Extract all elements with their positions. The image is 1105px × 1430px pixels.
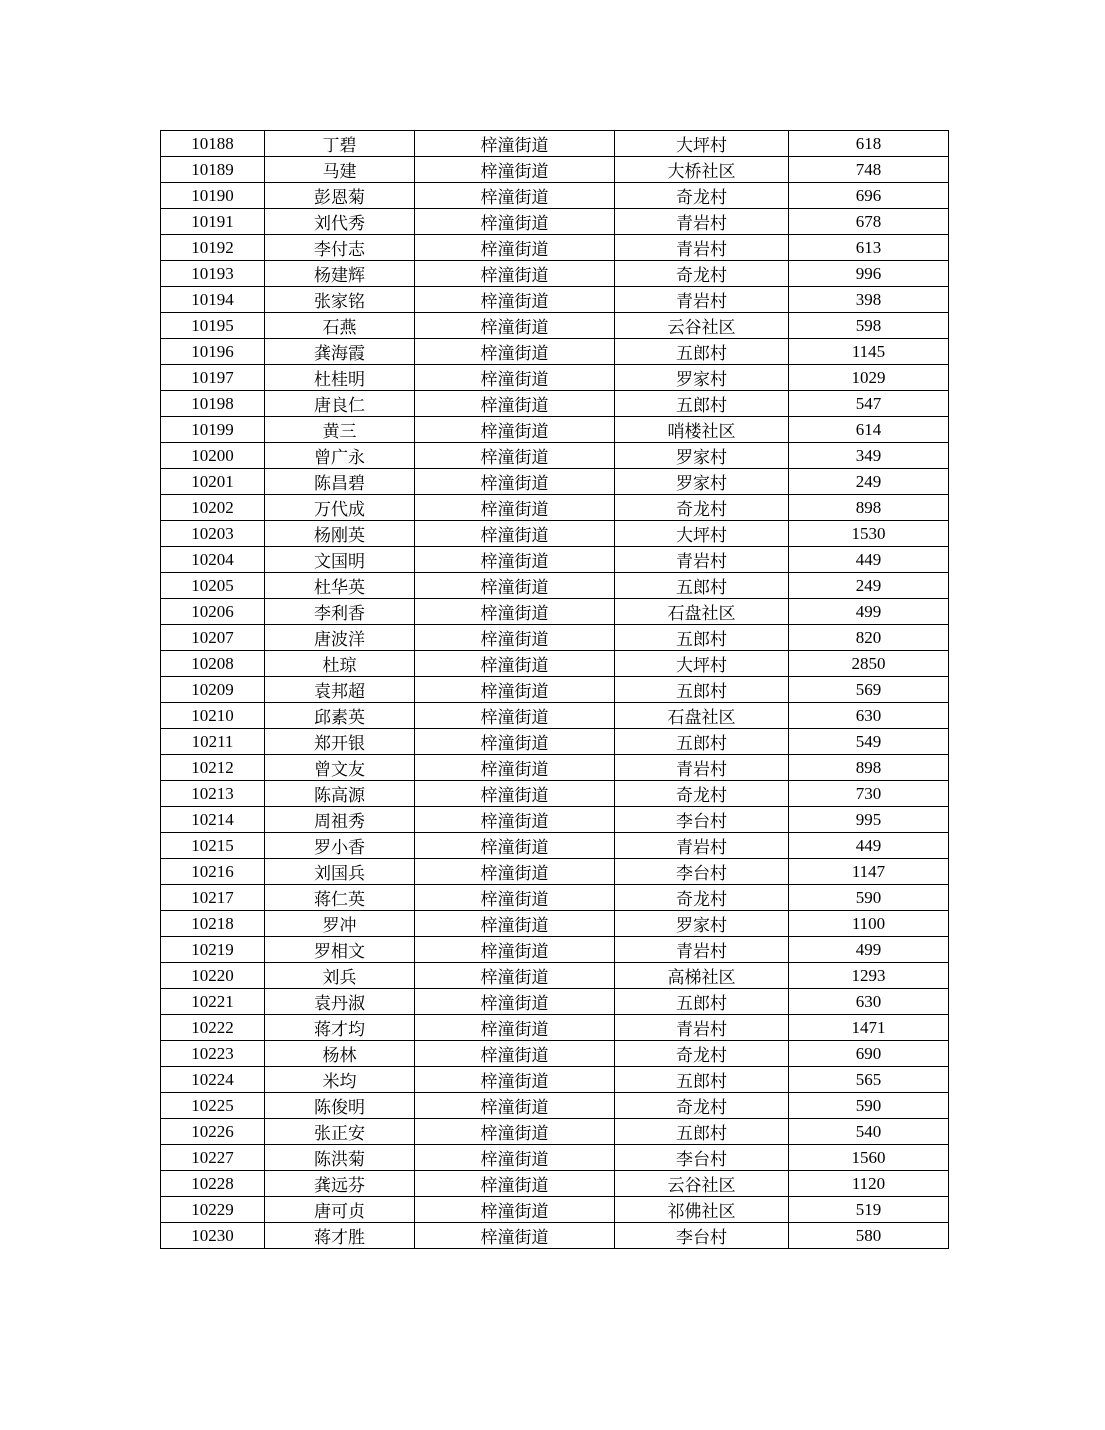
table-cell-village: 青岩村 [615,287,789,313]
table-cell-village: 青岩村 [615,209,789,235]
table-row [161,157,949,183]
table-cell-amount: 2850 [789,651,949,677]
table-row [161,781,949,807]
table-row [161,209,949,235]
table-cell-id: 10207 [161,625,265,651]
table-cell-amount: 748 [789,157,949,183]
table-cell-amount: 613 [789,235,949,261]
table-cell-village: 李台村 [615,1145,789,1171]
table-cell-name: 马建 [265,157,415,183]
table-row [161,807,949,833]
table-cell-street: 梓潼街道 [415,781,615,807]
table-cell-name: 万代成 [265,495,415,521]
table-cell-village: 青岩村 [615,833,789,859]
table-cell-id: 10188 [161,131,265,157]
table-row [161,1015,949,1041]
table-row [161,235,949,261]
table-cell-village: 五郎村 [615,391,789,417]
table-cell-id: 10223 [161,1041,265,1067]
table-cell-village: 奇龙村 [615,495,789,521]
table-row [161,911,949,937]
table-cell-village: 罗家村 [615,469,789,495]
table-cell-id: 10227 [161,1145,265,1171]
table-cell-street: 梓潼街道 [415,625,615,651]
table-row [161,885,949,911]
table-cell-amount: 249 [789,573,949,599]
table-cell-village: 石盘社区 [615,703,789,729]
table-cell-village: 青岩村 [615,1015,789,1041]
table-cell-id: 10191 [161,209,265,235]
table-cell-village: 祁佛社区 [615,1197,789,1223]
table-cell-street: 梓潼街道 [415,1145,615,1171]
table-cell-name: 袁丹淑 [265,989,415,1015]
table-cell-street: 梓潼街道 [415,599,615,625]
table-cell-amount: 398 [789,287,949,313]
table-cell-street: 梓潼街道 [415,1171,615,1197]
table-cell-name: 罗冲 [265,911,415,937]
table-cell-amount: 580 [789,1223,949,1249]
table-cell-amount: 590 [789,885,949,911]
table-cell-id: 10213 [161,781,265,807]
table-cell-street: 梓潼街道 [415,1119,615,1145]
table-cell-name: 杨林 [265,1041,415,1067]
table-cell-village: 五郎村 [615,1119,789,1145]
table-cell-name: 龚海霞 [265,339,415,365]
table-cell-street: 梓潼街道 [415,729,615,755]
table-cell-village: 李台村 [615,859,789,885]
table-cell-street: 梓潼街道 [415,547,615,573]
table-cell-village: 青岩村 [615,235,789,261]
table-cell-street: 梓潼街道 [415,573,615,599]
table-cell-name: 黄三 [265,417,415,443]
table-row [161,391,949,417]
table-cell-id: 10195 [161,313,265,339]
table-row [161,729,949,755]
table-cell-name: 彭恩菊 [265,183,415,209]
table-cell-id: 10216 [161,859,265,885]
table-row [161,963,949,989]
table-cell-amount: 898 [789,755,949,781]
table-cell-amount: 996 [789,261,949,287]
table-cell-village: 五郎村 [615,729,789,755]
table-cell-village: 奇龙村 [615,183,789,209]
table-cell-village: 大坪村 [615,651,789,677]
table-cell-amount: 499 [789,599,949,625]
table-cell-name: 杨建辉 [265,261,415,287]
table-cell-name: 李付志 [265,235,415,261]
table-cell-name: 蒋仁英 [265,885,415,911]
table-cell-id: 10203 [161,521,265,547]
table-cell-name: 罗相文 [265,937,415,963]
table-cell-street: 梓潼街道 [415,391,615,417]
table-cell-amount: 449 [789,547,949,573]
table-cell-name: 陈昌碧 [265,469,415,495]
table-cell-street: 梓潼街道 [415,521,615,547]
table-cell-village: 云谷社区 [615,1171,789,1197]
table-cell-street: 梓潼街道 [415,443,615,469]
table-cell-name: 米均 [265,1067,415,1093]
table-cell-id: 10218 [161,911,265,937]
table-cell-id: 10226 [161,1119,265,1145]
table-cell-village: 高梯社区 [615,963,789,989]
table-cell-amount: 1471 [789,1015,949,1041]
table-cell-name: 陈俊明 [265,1093,415,1119]
table-cell-village: 石盘社区 [615,599,789,625]
table-row [161,521,949,547]
table-cell-amount: 547 [789,391,949,417]
table-row [161,131,949,157]
table-cell-street: 梓潼街道 [415,989,615,1015]
table-cell-street: 梓潼街道 [415,1067,615,1093]
table-cell-amount: 565 [789,1067,949,1093]
table-cell-id: 10190 [161,183,265,209]
table-cell-name: 邱素英 [265,703,415,729]
table-cell-id: 10221 [161,989,265,1015]
table-cell-village: 奇龙村 [615,261,789,287]
table-row [161,1093,949,1119]
table-cell-name: 蒋才均 [265,1015,415,1041]
table-cell-id: 10217 [161,885,265,911]
table-cell-street: 梓潼街道 [415,495,615,521]
table-cell-id: 10214 [161,807,265,833]
table-cell-village: 奇龙村 [615,1041,789,1067]
table-cell-id: 10194 [161,287,265,313]
table-cell-amount: 618 [789,131,949,157]
table-cell-street: 梓潼街道 [415,261,615,287]
table-cell-id: 10200 [161,443,265,469]
table-cell-village: 五郎村 [615,677,789,703]
table-cell-id: 10202 [161,495,265,521]
table-cell-street: 梓潼街道 [415,937,615,963]
table-cell-amount: 614 [789,417,949,443]
table-cell-amount: 678 [789,209,949,235]
table-cell-street: 梓潼街道 [415,1197,615,1223]
table-cell-street: 梓潼街道 [415,1093,615,1119]
table-cell-village: 罗家村 [615,365,789,391]
table-cell-id: 10225 [161,1093,265,1119]
table-cell-name: 杜琼 [265,651,415,677]
table-cell-name: 刘兵 [265,963,415,989]
table-row [161,339,949,365]
table-cell-id: 10198 [161,391,265,417]
table-cell-village: 哨楼社区 [615,417,789,443]
table-cell-id: 10211 [161,729,265,755]
table-row [161,1041,949,1067]
table-cell-street: 梓潼街道 [415,365,615,391]
table-cell-id: 10209 [161,677,265,703]
table-row [161,1171,949,1197]
table-row [161,833,949,859]
table-cell-village: 罗家村 [615,443,789,469]
table-row [161,625,949,651]
table-cell-name: 袁邦超 [265,677,415,703]
table-cell-village: 五郎村 [615,339,789,365]
table-row [161,1223,949,1249]
table-row [161,313,949,339]
table-cell-amount: 1147 [789,859,949,885]
table-cell-amount: 898 [789,495,949,521]
table-row [161,859,949,885]
table-cell-street: 梓潼街道 [415,911,615,937]
table-cell-village: 罗家村 [615,911,789,937]
table-cell-street: 梓潼街道 [415,235,615,261]
table-cell-name: 唐可贞 [265,1197,415,1223]
table-cell-name: 文国明 [265,547,415,573]
table-row [161,937,949,963]
table-cell-street: 梓潼街道 [415,417,615,443]
table-cell-street: 梓潼街道 [415,131,615,157]
table-cell-village: 大坪村 [615,521,789,547]
table-cell-street: 梓潼街道 [415,469,615,495]
table-row [161,417,949,443]
table-cell-village: 五郎村 [615,1067,789,1093]
table-row [161,989,949,1015]
table-cell-id: 10228 [161,1171,265,1197]
table-cell-name: 周祖秀 [265,807,415,833]
table-row [161,261,949,287]
table-cell-id: 10230 [161,1223,265,1249]
table-cell-street: 梓潼街道 [415,833,615,859]
table-cell-id: 10210 [161,703,265,729]
table-cell-village: 青岩村 [615,937,789,963]
table-cell-amount: 449 [789,833,949,859]
table-cell-id: 10192 [161,235,265,261]
table-cell-village: 奇龙村 [615,1093,789,1119]
table-cell-amount: 1560 [789,1145,949,1171]
table-cell-village: 奇龙村 [615,885,789,911]
table-cell-name: 杜桂明 [265,365,415,391]
table-cell-name: 唐良仁 [265,391,415,417]
table-cell-amount: 730 [789,781,949,807]
table-row [161,1145,949,1171]
table-cell-id: 10189 [161,157,265,183]
table-cell-id: 10204 [161,547,265,573]
table-cell-amount: 1293 [789,963,949,989]
table-cell-name: 陈洪菊 [265,1145,415,1171]
table-row [161,469,949,495]
table-cell-id: 10196 [161,339,265,365]
table-cell-street: 梓潼街道 [415,807,615,833]
table-cell-id: 10208 [161,651,265,677]
table-row [161,547,949,573]
table-cell-amount: 690 [789,1041,949,1067]
table-cell-street: 梓潼街道 [415,859,615,885]
table-cell-name: 杜华英 [265,573,415,599]
table-cell-name: 张正安 [265,1119,415,1145]
table-cell-amount: 630 [789,703,949,729]
table-row [161,599,949,625]
records-table-body [161,131,949,1249]
table-cell-amount: 499 [789,937,949,963]
table-cell-id: 10222 [161,1015,265,1041]
table-cell-id: 10201 [161,469,265,495]
table-cell-amount: 549 [789,729,949,755]
table-cell-id: 10193 [161,261,265,287]
table-cell-amount: 696 [789,183,949,209]
table-cell-village: 云谷社区 [615,313,789,339]
table-cell-amount: 590 [789,1093,949,1119]
table-row [161,183,949,209]
table-cell-village: 奇龙村 [615,781,789,807]
table-cell-id: 10219 [161,937,265,963]
table-cell-amount: 349 [789,443,949,469]
table-cell-id: 10206 [161,599,265,625]
table-cell-id: 10224 [161,1067,265,1093]
table-cell-village: 青岩村 [615,755,789,781]
table-cell-street: 梓潼街道 [415,1041,615,1067]
table-row [161,365,949,391]
table-cell-village: 五郎村 [615,989,789,1015]
table-cell-name: 石燕 [265,313,415,339]
table-cell-name: 龚远芬 [265,1171,415,1197]
table-row [161,755,949,781]
table-cell-amount: 1120 [789,1171,949,1197]
table-cell-village: 李台村 [615,1223,789,1249]
table-cell-id: 10205 [161,573,265,599]
table-cell-name: 刘代秀 [265,209,415,235]
table-cell-amount: 820 [789,625,949,651]
table-cell-village: 青岩村 [615,547,789,573]
table-cell-amount: 1145 [789,339,949,365]
table-cell-village: 大坪村 [615,131,789,157]
table-cell-id: 10197 [161,365,265,391]
table-cell-id: 10229 [161,1197,265,1223]
table-cell-id: 10220 [161,963,265,989]
table-cell-street: 梓潼街道 [415,1223,615,1249]
table-row [161,443,949,469]
table-cell-street: 梓潼街道 [415,313,615,339]
table-cell-name: 罗小香 [265,833,415,859]
table-row [161,1197,949,1223]
table-cell-name: 曾广永 [265,443,415,469]
table-cell-id: 10199 [161,417,265,443]
table-cell-street: 梓潼街道 [415,183,615,209]
table-cell-amount: 995 [789,807,949,833]
table-row [161,703,949,729]
table-cell-amount: 569 [789,677,949,703]
table-cell-name: 刘国兵 [265,859,415,885]
table-cell-name: 丁碧 [265,131,415,157]
table-cell-amount: 540 [789,1119,949,1145]
table-cell-street: 梓潼街道 [415,755,615,781]
table-cell-name: 蒋才胜 [265,1223,415,1249]
table-cell-amount: 1100 [789,911,949,937]
table-cell-amount: 630 [789,989,949,1015]
records-table [160,130,949,1249]
table-cell-street: 梓潼街道 [415,963,615,989]
table-cell-street: 梓潼街道 [415,1015,615,1041]
table-cell-street: 梓潼街道 [415,339,615,365]
table-cell-id: 10212 [161,755,265,781]
table-cell-village: 五郎村 [615,573,789,599]
table-cell-village: 大桥社区 [615,157,789,183]
table-cell-id: 10215 [161,833,265,859]
table-row [161,1119,949,1145]
table-cell-street: 梓潼街道 [415,885,615,911]
table-cell-street: 梓潼街道 [415,651,615,677]
table-row [161,1067,949,1093]
table-cell-village: 五郎村 [615,625,789,651]
table-cell-name: 李利香 [265,599,415,625]
table-cell-amount: 249 [789,469,949,495]
table-cell-street: 梓潼街道 [415,287,615,313]
table-cell-street: 梓潼街道 [415,677,615,703]
table-cell-street: 梓潼街道 [415,209,615,235]
table-row [161,573,949,599]
table-cell-name: 张家铭 [265,287,415,313]
table-cell-street: 梓潼街道 [415,703,615,729]
table-row [161,495,949,521]
table-cell-name: 杨刚英 [265,521,415,547]
table-cell-amount: 1530 [789,521,949,547]
table-cell-name: 郑开银 [265,729,415,755]
table-row [161,677,949,703]
table-cell-amount: 1029 [789,365,949,391]
table-cell-amount: 519 [789,1197,949,1223]
table-cell-name: 唐波洋 [265,625,415,651]
table-cell-name: 曾文友 [265,755,415,781]
table-row [161,287,949,313]
table-cell-village: 李台村 [615,807,789,833]
table-cell-street: 梓潼街道 [415,157,615,183]
table-cell-amount: 598 [789,313,949,339]
table-row [161,651,949,677]
table-cell-name: 陈高源 [265,781,415,807]
